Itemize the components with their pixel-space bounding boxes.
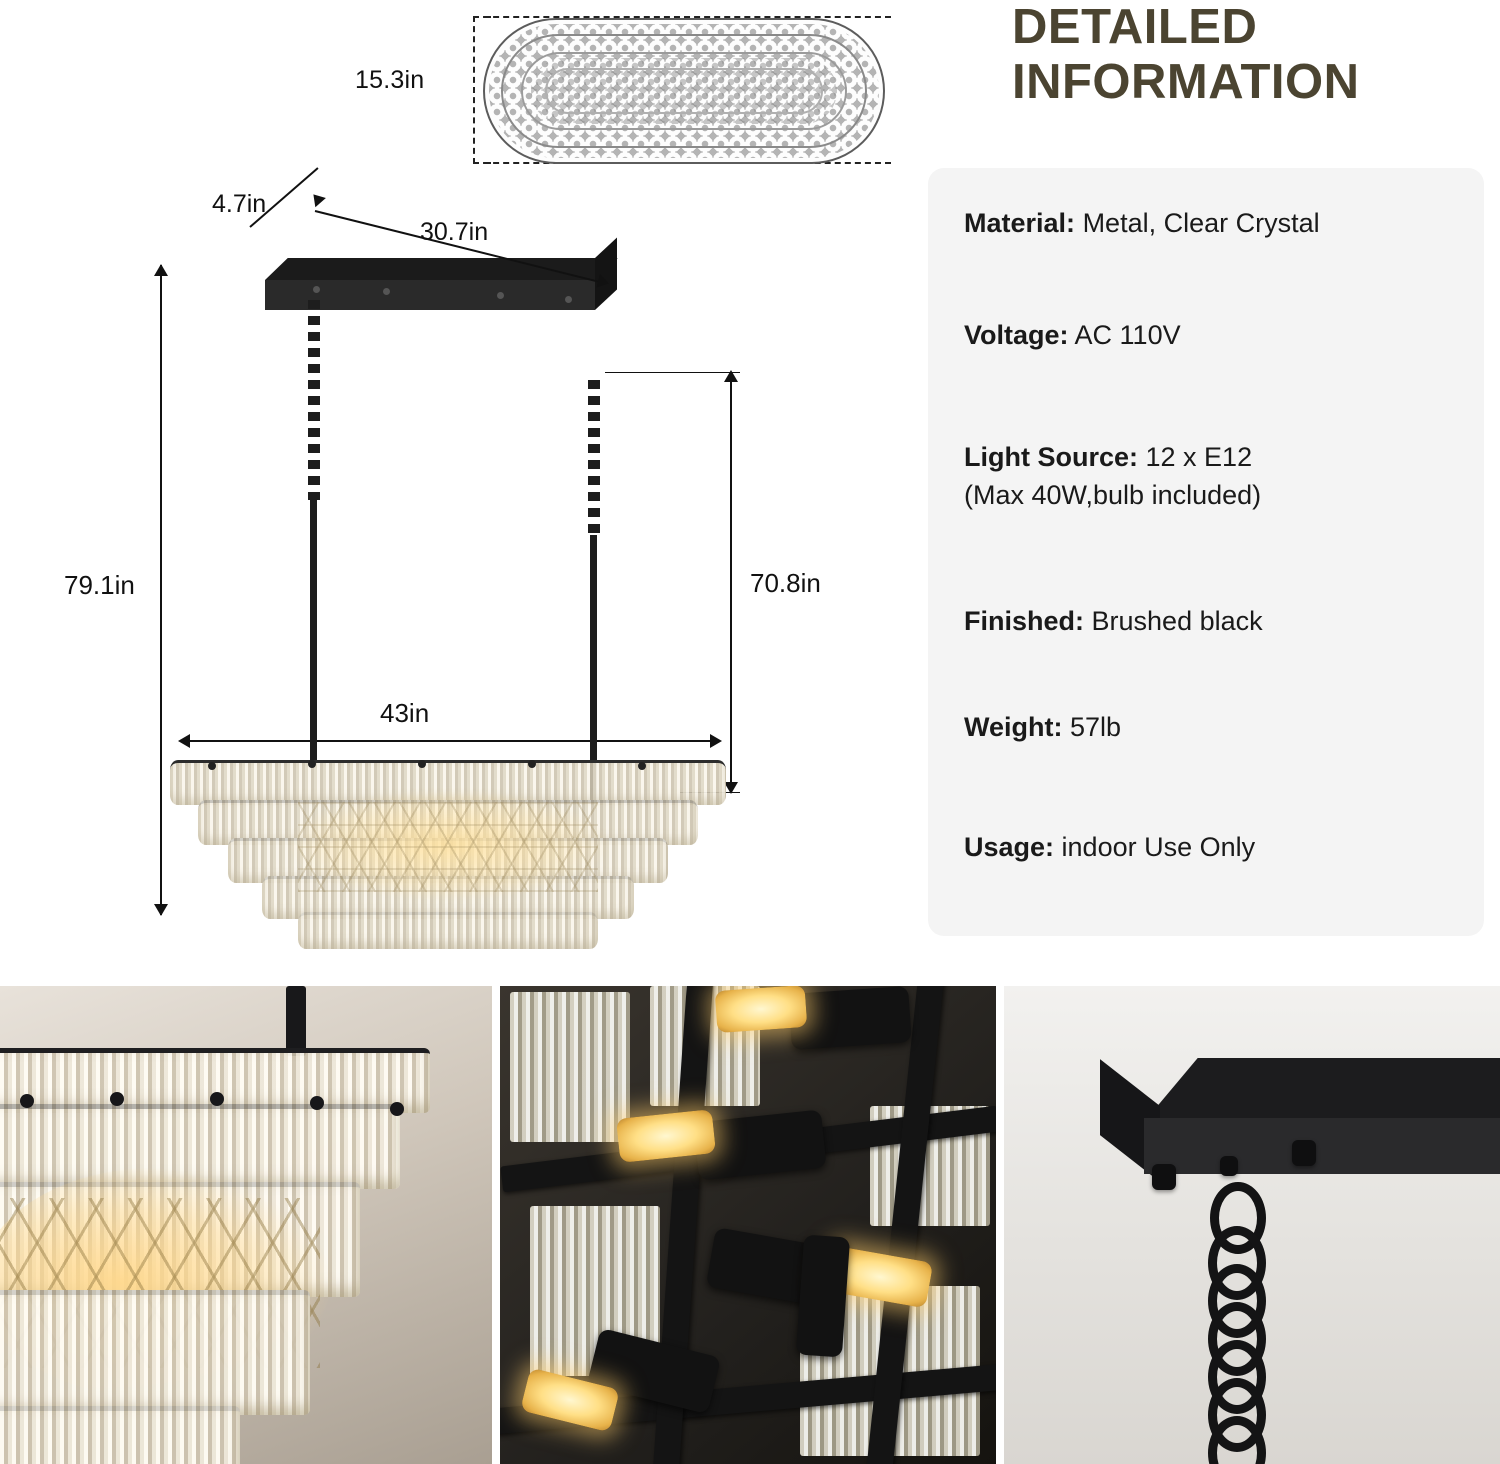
detailed-information-heading: [1012, 0, 1492, 110]
canopy-top-face: [265, 258, 618, 280]
frame-stud-icon: [638, 762, 646, 770]
photo1-chandelier-body: [0, 1048, 430, 1464]
photo1-frame-stud-icon: [310, 1096, 324, 1110]
photo3-canopy-screw-icon: [1152, 1164, 1176, 1190]
frame-stud-icon: [418, 760, 426, 768]
photo3-canopy-top-face: [1144, 1058, 1500, 1122]
spec-label-voltage: Voltage:: [964, 320, 1069, 350]
photo1-crystal-tier-4: [0, 1290, 310, 1415]
spec-label-usage: Usage:: [964, 832, 1055, 862]
photo3-canopy-front-face: [1144, 1118, 1500, 1174]
photo2-crystal-panel: [510, 992, 630, 1142]
total-height-label: 79.1in: [64, 570, 135, 600]
spec-label-material: Material:: [964, 208, 1076, 238]
photo2-bulb: [715, 986, 808, 1033]
photo1-frame-stud-icon: [390, 1102, 404, 1116]
canopy-screw-icon: [497, 292, 504, 299]
chandelier-body: [168, 760, 728, 960]
top-view-footprint-diagram: [355, 8, 915, 173]
canopy-screw-icon: [383, 288, 390, 295]
spec-value-usage: indoor Use Only: [1061, 832, 1256, 862]
spec-value-voltage: AC 110V: [1074, 320, 1181, 350]
spec-value-material: Metal, Clear Crystal: [1082, 208, 1320, 238]
canopy-side-face: [595, 237, 617, 310]
frame-stud-icon: [528, 760, 536, 768]
spec-value-weight: 57lb: [1070, 712, 1122, 742]
frame-stud-icon: [308, 760, 316, 768]
canopy-width-arrow-icon: [308, 190, 326, 207]
frame-stud-icon: [208, 762, 216, 770]
fixture-length-dimension-line: [180, 740, 720, 742]
photo1-frame-stud-icon: [110, 1092, 124, 1106]
suspension-chain-left: [308, 300, 320, 500]
photo1-crystal-tier-5: [0, 1406, 240, 1464]
photo1-suspension-rod: [286, 986, 306, 1056]
hanging-height-label: 70.8in: [750, 568, 821, 598]
total-height-arrow-top-icon: [154, 264, 168, 276]
hexagon-lattice-pattern: [298, 802, 598, 892]
heading-line-1: DETAILED: [1012, 0, 1258, 54]
photo3-canopy-screw-icon: [1292, 1140, 1316, 1166]
footprint-width-label: 15.3in: [355, 66, 425, 94]
photo2-bulb-socket: [796, 1235, 850, 1358]
photo3-canopy-screw-icon: [1220, 1156, 1238, 1176]
hanging-height-arrow-top-icon: [724, 370, 738, 382]
photo3-hanging-chain: [1200, 1226, 1256, 1464]
photo-crystal-tiers-closeup: [0, 986, 492, 1464]
spec-row-voltage: [964, 316, 1464, 354]
spec-row-material: [964, 204, 1464, 242]
spec-row-usage: [964, 828, 1464, 866]
hanging-height-extension-top: [605, 372, 740, 373]
fixture-length-arrow-right-icon: [710, 734, 722, 748]
product-photo-strip: [0, 986, 1500, 1464]
canopy-screw-icon: [565, 296, 572, 303]
suspension-chain-right: [588, 380, 600, 540]
suspension-rod-left: [310, 498, 317, 760]
crystal-tier-5: [298, 912, 598, 949]
photo1-frame-stud-icon: [20, 1094, 34, 1108]
canopy-length-label: 30.7in: [420, 218, 489, 246]
fixture-length-label: 43in: [380, 698, 430, 728]
spec-label-finished: Finished:: [964, 606, 1084, 636]
specifications-card: [928, 168, 1484, 936]
spec-value-finished: Brushed black: [1091, 606, 1263, 636]
heading-line-2: INFORMATION: [1012, 54, 1360, 109]
spec-note-light-source: (Max 40W,bulb included): [964, 480, 1262, 511]
canopy-width-label: 4.7in: [212, 190, 267, 218]
fixture-length-arrow-left-icon: [178, 734, 190, 748]
hanging-height-dimension-line: [730, 372, 732, 792]
spec-label-weight: Weight:: [964, 712, 1063, 742]
spec-row-weight: [964, 708, 1464, 746]
footprint-core-ring: [545, 68, 823, 114]
spec-label-light-source: Light Source:: [964, 442, 1138, 472]
photo1-frame-stud-icon: [210, 1092, 224, 1106]
total-height-dimension-line: [160, 265, 162, 915]
spec-row-light-source: [964, 438, 1464, 515]
photo-ceiling-canopy-closeup: [1004, 986, 1500, 1464]
spec-value-light-source: 12 x E12: [1145, 442, 1253, 472]
photo-bulbs-and-frame-closeup: [500, 986, 996, 1464]
product-dimension-drawing: [60, 180, 920, 970]
total-height-arrow-bottom-icon: [154, 904, 168, 916]
canopy-screw-icon: [313, 286, 320, 293]
spec-row-finished: [964, 602, 1464, 640]
